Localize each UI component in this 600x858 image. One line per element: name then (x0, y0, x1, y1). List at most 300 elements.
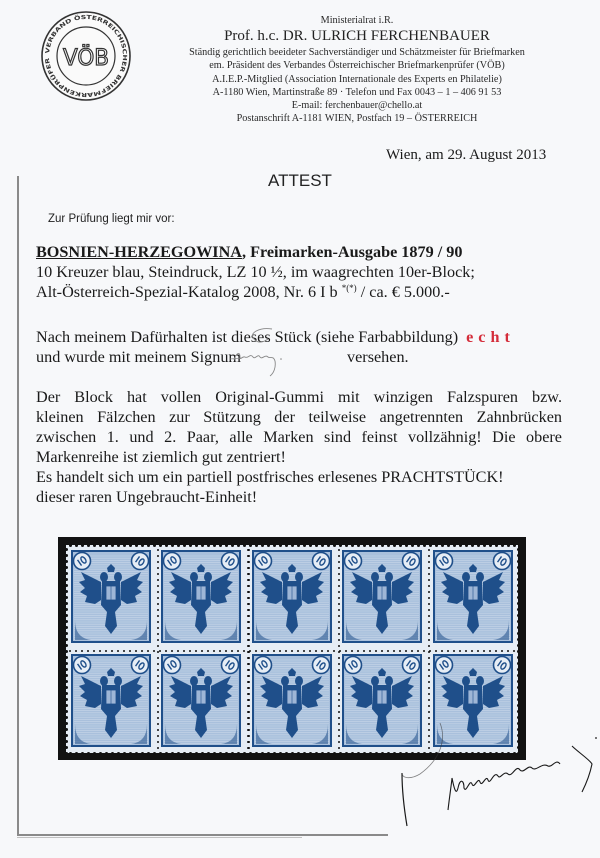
perforation-hole (513, 650, 515, 652)
perforation-edge (147, 544, 150, 547)
perforation-hole (338, 645, 340, 647)
perforation-hole (428, 567, 430, 569)
perforation-hole (157, 693, 159, 695)
perforation-edge (357, 544, 360, 547)
perforation-hole (338, 657, 340, 659)
perforation-edge (261, 544, 264, 547)
perforation-edge (135, 752, 138, 755)
perforation-edge (65, 614, 68, 617)
perforation-hole (477, 650, 479, 652)
perforation-hole (338, 621, 340, 623)
perforation-hole (375, 650, 377, 652)
perforation-edge (65, 608, 68, 611)
perforation-edge (303, 544, 306, 547)
verdict-text: Nach meinem Dafürhalten ist dieses Stück (siehe Farbabbildung) (36, 328, 459, 346)
perforation-hole (338, 705, 340, 707)
perforation-hole (93, 650, 95, 652)
perforation-hole (471, 650, 473, 652)
perforation-hole (428, 723, 430, 725)
perforation-edge (243, 544, 246, 547)
perforation-hole (459, 650, 461, 652)
perforation-edge (517, 746, 520, 749)
perforation-edge (345, 752, 348, 755)
perforation-hole (157, 705, 159, 707)
catalog-number: Alt-Österreich-Spezial-Katalog 2008, Nr. 6 I b (36, 283, 342, 301)
perforation-edge (429, 544, 432, 547)
verdict-line-1 (36, 327, 586, 347)
perforation-edge (297, 544, 300, 547)
perforation-edge (517, 710, 520, 713)
perforation-edge (517, 650, 520, 653)
perforation-edge (297, 752, 300, 755)
perforation-hole (428, 573, 430, 575)
frame-line-bottom (17, 834, 388, 836)
perforation-edge (517, 668, 520, 671)
seal-monogram: VÖB (63, 46, 111, 71)
stamp-block-image (66, 545, 518, 753)
perforation-edge (159, 544, 162, 547)
perforation-edge (285, 544, 288, 547)
perforation-hole (338, 585, 340, 587)
perforation-hole (247, 549, 249, 551)
perforation-edge (65, 698, 68, 701)
perforation-edge (483, 544, 486, 547)
perforation-hole (338, 639, 340, 641)
perforation-hole (291, 650, 293, 652)
perforation-edge (303, 752, 306, 755)
perforation-hole (428, 657, 430, 659)
perforation-edge (243, 752, 246, 755)
perforation-edge (517, 602, 520, 605)
condition-mark: *(*) (341, 283, 357, 293)
perforation-hole (219, 650, 221, 652)
perforation-edge (517, 548, 520, 551)
perforation-hole (417, 650, 419, 652)
perforation-hole (338, 747, 340, 749)
perforation-hole (338, 615, 340, 617)
perforation-edge (255, 544, 258, 547)
catalog-value: / ca. € 5.000.- (356, 283, 450, 301)
perforation-edge (219, 752, 222, 755)
perforation-hole (247, 579, 249, 581)
perforation-edge (65, 596, 68, 599)
perforation-hole (338, 687, 340, 689)
seal-ring-text: VERBAND ÖSTERREICHISCHER BRIEFMARKENPRÜFER (44, 14, 128, 98)
perforation-edge (237, 544, 240, 547)
perforation-edge (261, 752, 264, 755)
perforation-hole (285, 650, 287, 652)
perforation-hole (157, 735, 159, 737)
perforation-edge (321, 752, 324, 755)
perforation-hole (338, 609, 340, 611)
perforation-edge (393, 544, 396, 547)
perforation-hole (309, 650, 311, 652)
perforation-edge (517, 572, 520, 575)
perforation-edge (507, 752, 510, 755)
perforation-hole (338, 693, 340, 695)
perforation-hole (345, 650, 347, 652)
perforation-edge (483, 752, 486, 755)
perforation-hole (157, 681, 159, 683)
perforation-hole (429, 650, 431, 652)
perforation-hole (428, 747, 430, 749)
perforation-hole (247, 717, 249, 719)
perforation-hole (428, 669, 430, 671)
stamp (71, 550, 151, 643)
perforation-hole (247, 699, 249, 701)
perforation-hole (201, 650, 203, 652)
perforation-hole (279, 650, 281, 652)
perforation-hole (117, 650, 119, 652)
perforation-edge (477, 752, 480, 755)
perforation-hole (327, 650, 329, 652)
item-country: BOSNIEN-HERZEGOWINA (36, 243, 242, 261)
stamp (252, 654, 332, 747)
perforation-hole (157, 603, 159, 605)
perforation-edge (65, 728, 68, 731)
perforation-edge (141, 752, 144, 755)
perforation-edge (517, 578, 520, 581)
letterhead-line: Ständig gerichtlich beeideter Sachverständiger und Schätzmeister für Briefmarken (189, 47, 525, 59)
perforation-edge (369, 752, 372, 755)
perforation-hole (247, 729, 249, 731)
perforation-edge (189, 544, 192, 547)
perforation-hole (135, 650, 137, 652)
perforation-edge (267, 544, 270, 547)
letterhead-line: Postanschrift A-1181 WIEN, Postfach 19 – ÖSTERREICH (236, 113, 478, 125)
perforation-edge (65, 584, 68, 587)
perforation-edge (405, 544, 408, 547)
perforation-edge (517, 716, 520, 719)
stamp (342, 654, 422, 747)
signum-placeholder (241, 351, 331, 365)
perforation-edge (471, 752, 474, 755)
perforation-hole (243, 650, 245, 652)
perforation-hole (157, 711, 159, 713)
perforation-hole (189, 650, 191, 652)
perforation-edge (225, 752, 228, 755)
perforation-edge (201, 544, 204, 547)
perforation-hole (247, 603, 249, 605)
perforation-hole (157, 669, 159, 671)
perforation-hole (159, 650, 161, 652)
perforation-hole (147, 650, 149, 652)
perforation-hole (247, 591, 249, 593)
perforation-edge (273, 752, 276, 755)
perforation-edge (65, 752, 68, 755)
perforation-hole (247, 615, 249, 617)
perforation-hole (247, 561, 249, 563)
perforation-edge (517, 620, 520, 623)
perforation-hole (338, 711, 340, 713)
item-catalog (36, 282, 586, 302)
perforation-hole (157, 579, 159, 581)
perforation-edge (517, 596, 520, 599)
perforation-edge (267, 752, 270, 755)
item-issue: , Freimarken-Ausgabe 1879 / 90 (241, 243, 463, 261)
perforation-edge (65, 692, 68, 695)
perforation-edge (357, 752, 360, 755)
perforation-edge (315, 544, 318, 547)
perforation-hole (157, 699, 159, 701)
perforation-hole (157, 675, 159, 677)
perforation-hole (225, 650, 227, 652)
perforation-hole (157, 591, 159, 593)
perforation-edge (471, 544, 474, 547)
perforation-hole (387, 650, 389, 652)
perforation-hole (247, 597, 249, 599)
perforation-hole (428, 717, 430, 719)
perforation-hole (247, 711, 249, 713)
perforation-hole (237, 650, 239, 652)
perforation-edge (177, 752, 180, 755)
perforation-edge (65, 644, 68, 647)
perforation-hole (81, 650, 83, 652)
perforation-edge (237, 752, 240, 755)
perforation-hole (338, 591, 340, 593)
perforation-hole (338, 579, 340, 581)
perforation-hole (247, 657, 249, 659)
perforation-edge (507, 544, 510, 547)
perforation-hole (428, 561, 430, 563)
description-line: zwischen 1. und 2. Paar, alle Marken sind feinst vollzähnig! Die obere (36, 428, 562, 446)
perforation-edge (501, 544, 504, 547)
perforation-hole (465, 650, 467, 652)
perforation-hole (428, 699, 430, 701)
perforation-hole (157, 747, 159, 749)
perforation-edge (117, 752, 120, 755)
perforation-hole (338, 573, 340, 575)
perforation-hole (247, 687, 249, 689)
perforation-hole (363, 650, 365, 652)
perforation-hole (338, 555, 340, 557)
perforation-hole (247, 567, 249, 569)
perforation-hole (338, 735, 340, 737)
perforation-hole (171, 650, 173, 652)
perforation-edge (213, 544, 216, 547)
perforation-hole (249, 650, 251, 652)
perforation-hole (247, 663, 249, 665)
perforation-hole (157, 585, 159, 587)
perforation-hole (247, 723, 249, 725)
perforation-edge (65, 548, 68, 551)
perforation-edge (105, 752, 108, 755)
perforation-hole (338, 597, 340, 599)
perforation-hole (207, 650, 209, 652)
perforation-edge (123, 752, 126, 755)
perforation-edge (517, 674, 520, 677)
perforation-hole (157, 663, 159, 665)
perforation-edge (441, 752, 444, 755)
perforation-edge (291, 544, 294, 547)
perforation-hole (428, 597, 430, 599)
perforation-hole (501, 650, 503, 652)
perforation-edge (65, 620, 68, 623)
perforation-hole (351, 650, 353, 652)
perforation-hole (339, 650, 341, 652)
perforation-hole (381, 650, 383, 652)
perforation-edge (65, 632, 68, 635)
perforation-edge (453, 544, 456, 547)
perforation-edge (423, 752, 426, 755)
item-description (36, 242, 586, 302)
perforation-edge (517, 740, 520, 743)
perforation-edge (465, 752, 468, 755)
perforation-hole (338, 723, 340, 725)
perforation-hole (441, 650, 443, 652)
perforation-edge (351, 544, 354, 547)
perforation-edge (321, 544, 324, 547)
perforation-edge (249, 752, 252, 755)
perforation-hole (428, 681, 430, 683)
item-heading (36, 242, 586, 262)
letterhead (132, 14, 582, 125)
perforation-edge (315, 752, 318, 755)
description-line: dieser raren Ungebraucht-Einheit! (36, 488, 258, 506)
perforation-edge (517, 722, 520, 725)
frame-line-bottom-shadow (17, 837, 302, 838)
perforation-edge (99, 752, 102, 755)
perforation-edge (65, 638, 68, 641)
perforation-edge (417, 752, 420, 755)
perforation-edge (65, 662, 68, 665)
perforation-edge (489, 544, 492, 547)
perforation-hole (141, 650, 143, 652)
perforation-edge (517, 698, 520, 701)
perforation-edge (517, 638, 520, 641)
perforation-edge (65, 554, 68, 557)
perforation-hole (165, 650, 167, 652)
perforation-edge (195, 752, 198, 755)
perforation-hole (261, 650, 263, 652)
perforation-hole (213, 650, 215, 652)
perforation-edge (231, 752, 234, 755)
perforation-edge (65, 734, 68, 737)
perforation-edge (517, 560, 520, 563)
perforation-hole (428, 609, 430, 611)
document-title: ATTEST (268, 171, 332, 190)
perforation-edge (411, 544, 414, 547)
perforation-edge (517, 734, 520, 737)
intro-text: Zur Prüfung liegt mir vor: (48, 213, 175, 225)
perforation-edge (65, 674, 68, 677)
perforation-hole (247, 693, 249, 695)
perforation-edge (429, 752, 432, 755)
perforation-edge (75, 752, 78, 755)
description-line: Es handelt sich um ein partiell postfrisches erlesenes PRACHTSTÜCK! (36, 468, 504, 486)
perforation-hole (157, 567, 159, 569)
perforation-hole (357, 650, 359, 652)
perforation-hole (428, 729, 430, 731)
perforation-hole (157, 609, 159, 611)
perforation-edge (195, 544, 198, 547)
verdict (36, 327, 586, 367)
perforation-edge (171, 752, 174, 755)
perforation-hole (507, 650, 509, 652)
perforation-edge (513, 544, 516, 547)
perforation-edge (273, 544, 276, 547)
perforation-edge (279, 544, 282, 547)
stamp (252, 550, 332, 643)
perforation-hole (247, 627, 249, 629)
perforation-edge (183, 752, 186, 755)
perforation-hole (157, 621, 159, 623)
perforation-hole (338, 603, 340, 605)
perforation-edge (65, 566, 68, 569)
perforation-hole (338, 699, 340, 701)
perforation-hole (321, 650, 323, 652)
perforation-hole (428, 555, 430, 557)
perforation-hole (247, 555, 249, 557)
perforation-edge (387, 752, 390, 755)
perforation-edge (375, 752, 378, 755)
perforation-edge (459, 544, 462, 547)
perforation-edge (399, 752, 402, 755)
perforation-hole (157, 657, 159, 659)
perforation-hole (303, 650, 305, 652)
perforation-edge (225, 544, 228, 547)
perforation-edge (339, 544, 342, 547)
perforation-hole (129, 650, 131, 652)
perforation-hole (247, 741, 249, 743)
perforation-hole (338, 549, 340, 551)
perforation-hole (338, 561, 340, 563)
perforation-edge (517, 584, 520, 587)
perforation-edge (69, 544, 72, 547)
perforation-edge (517, 590, 520, 593)
perforation-hole (435, 650, 437, 652)
perforation-edge (517, 656, 520, 659)
perforation-edge (81, 752, 84, 755)
perforation-hole (157, 633, 159, 635)
perforation-hole (369, 650, 371, 652)
perforation-hole (315, 650, 317, 652)
perforation-edge (363, 752, 366, 755)
letterhead-email[interactable]: E-mail: ferchenbauer@chello.at (291, 100, 423, 112)
perforation-hole (157, 723, 159, 725)
perforation-hole (338, 633, 340, 635)
stamp (161, 550, 241, 643)
perforation-edge (351, 752, 354, 755)
perforation-edge (517, 728, 520, 731)
perforation-edge (65, 668, 68, 671)
stamp (161, 654, 241, 747)
perforation-hole (195, 650, 197, 652)
perforation-edge (399, 544, 402, 547)
perforation-hole (428, 675, 430, 677)
perforation-edge (255, 752, 258, 755)
perforation-edge (87, 544, 90, 547)
perforation-hole (157, 615, 159, 617)
letterhead-line: A-1180 Wien, Martinstraße 89 · Telefon und Fax 0043 – 1 – 406 91 53 (212, 86, 502, 98)
perforation-edge (65, 710, 68, 713)
perforation-edge (65, 722, 68, 725)
perforation-hole (157, 687, 159, 689)
perforation-hole (157, 555, 159, 557)
perforation-edge (309, 752, 312, 755)
perforation-edge (65, 686, 68, 689)
perforation-edge (333, 544, 336, 547)
perforation-hole (153, 650, 155, 652)
perforation-edge (65, 650, 68, 653)
perforation-hole (428, 693, 430, 695)
perforation-edge (417, 544, 420, 547)
perforation-hole (247, 621, 249, 623)
perforation-hole (428, 639, 430, 641)
perforation-edge (363, 544, 366, 547)
perforation-edge (387, 544, 390, 547)
perforation-hole (247, 681, 249, 683)
